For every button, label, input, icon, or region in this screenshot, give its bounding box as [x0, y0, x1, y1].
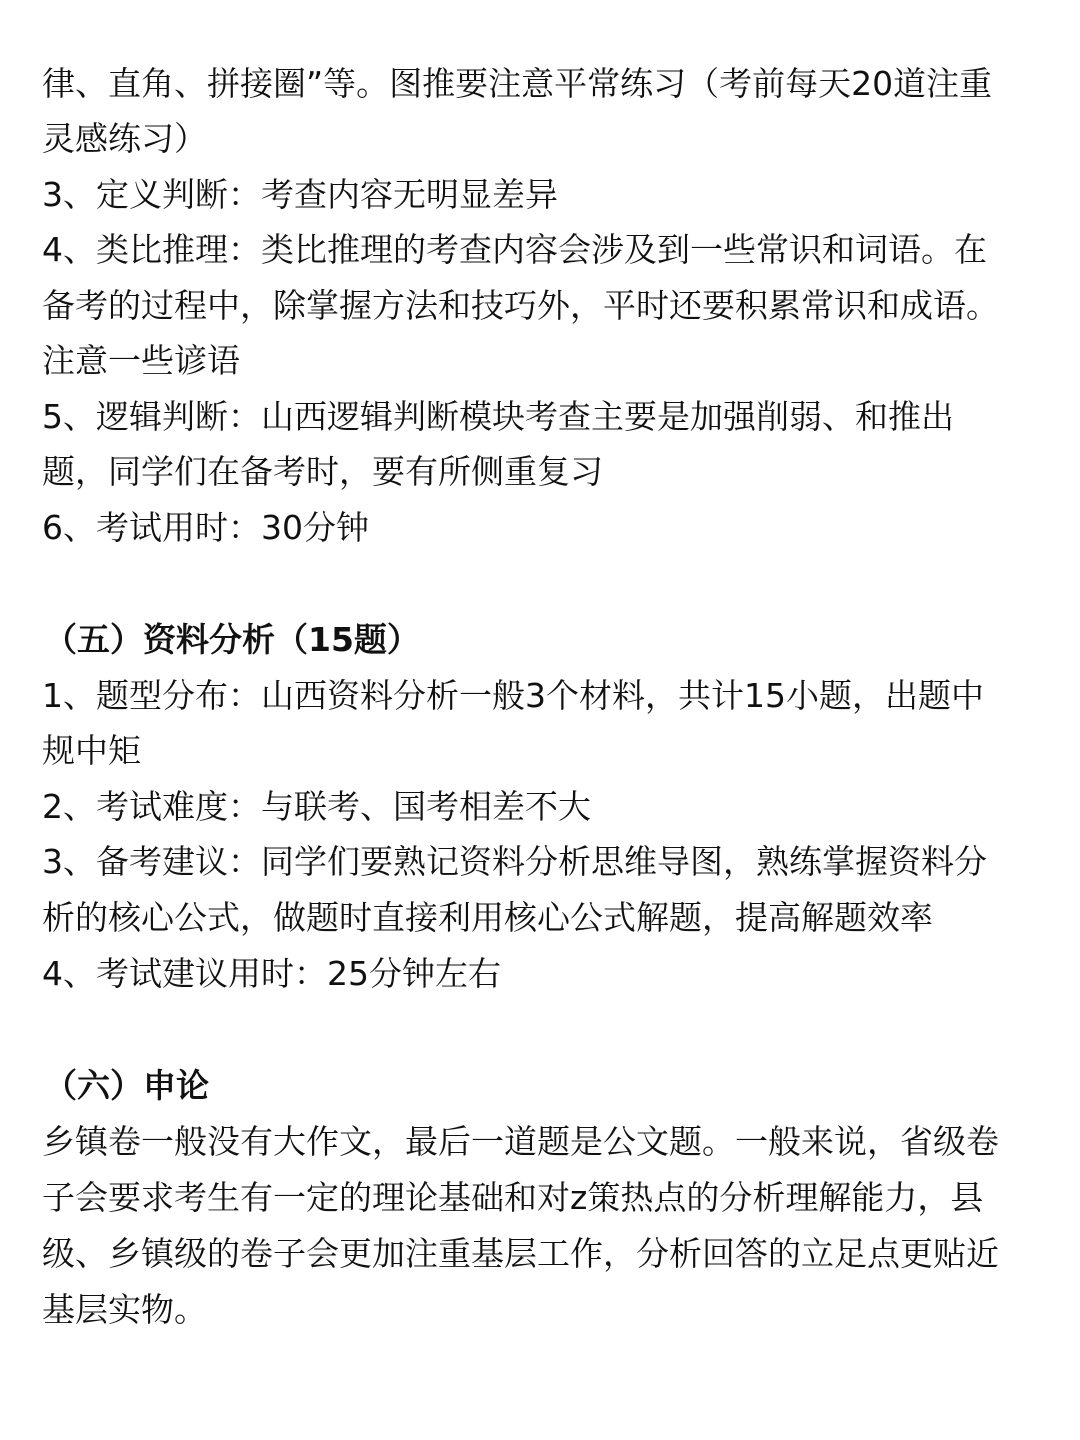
part4-item-line: 注意一些谚语: [42, 341, 240, 380]
part4-item-line: 3、定义判断：考查内容无明显差异: [42, 175, 558, 214]
section-heading-data-analysis: （五）资料分析（15题）: [44, 620, 420, 659]
part4-item-line: 题，同学们在备考时，要有所侧重复习: [42, 452, 603, 491]
part4-item-line: 6、考试用时：30分钟: [42, 508, 369, 547]
intro-line: 灵感练习）: [42, 119, 207, 158]
section5-line: 3、备考建议：同学们要熟记资料分析思维导图，熟练掌握资料分: [42, 842, 987, 881]
section5-line: 2、考试难度：与联考、国考相差不大: [42, 787, 591, 826]
section6-line: 乡镇卷一般没有大作文，最后一道题是公文题。一般来说，省级卷: [42, 1122, 999, 1161]
intro-line: 律、直角、拼接圈”等。图推要注意平常练习（考前每天20道注重: [42, 64, 993, 103]
section6-line: 级、乡镇级的卷子会更加注重基层工作，分析回答的立足点更贴近: [42, 1234, 999, 1273]
section6-line: 基层实物。: [42, 1290, 207, 1329]
part4-item-line: 备考的过程中，除掌握方法和技巧外，平时还要积累常识和成语。: [42, 286, 999, 325]
part4-item-line: 5、逻辑判断：山西逻辑判断模块考查主要是加强削弱、和推出: [42, 397, 954, 436]
section5-line: 析的核心公式，做题时直接利用核心公式解题，提高解题效率: [42, 898, 933, 937]
section-heading-essay: （六）申论: [44, 1066, 209, 1105]
part4-item-line: 4、类比推理：类比推理的考查内容会涉及到一些常识和词语。在: [42, 230, 987, 269]
section5-line: 4、考试建议用时：25分钟左右: [42, 954, 501, 993]
section5-line: 规中矩: [42, 731, 141, 770]
section5-line: 1、题型分布：山西资料分析一般3个材料，共计15小题，出题中: [42, 676, 984, 715]
section6-line: 子会要求考生有一定的理论基础和对z策热点的分析理解能力，县: [42, 1178, 984, 1217]
